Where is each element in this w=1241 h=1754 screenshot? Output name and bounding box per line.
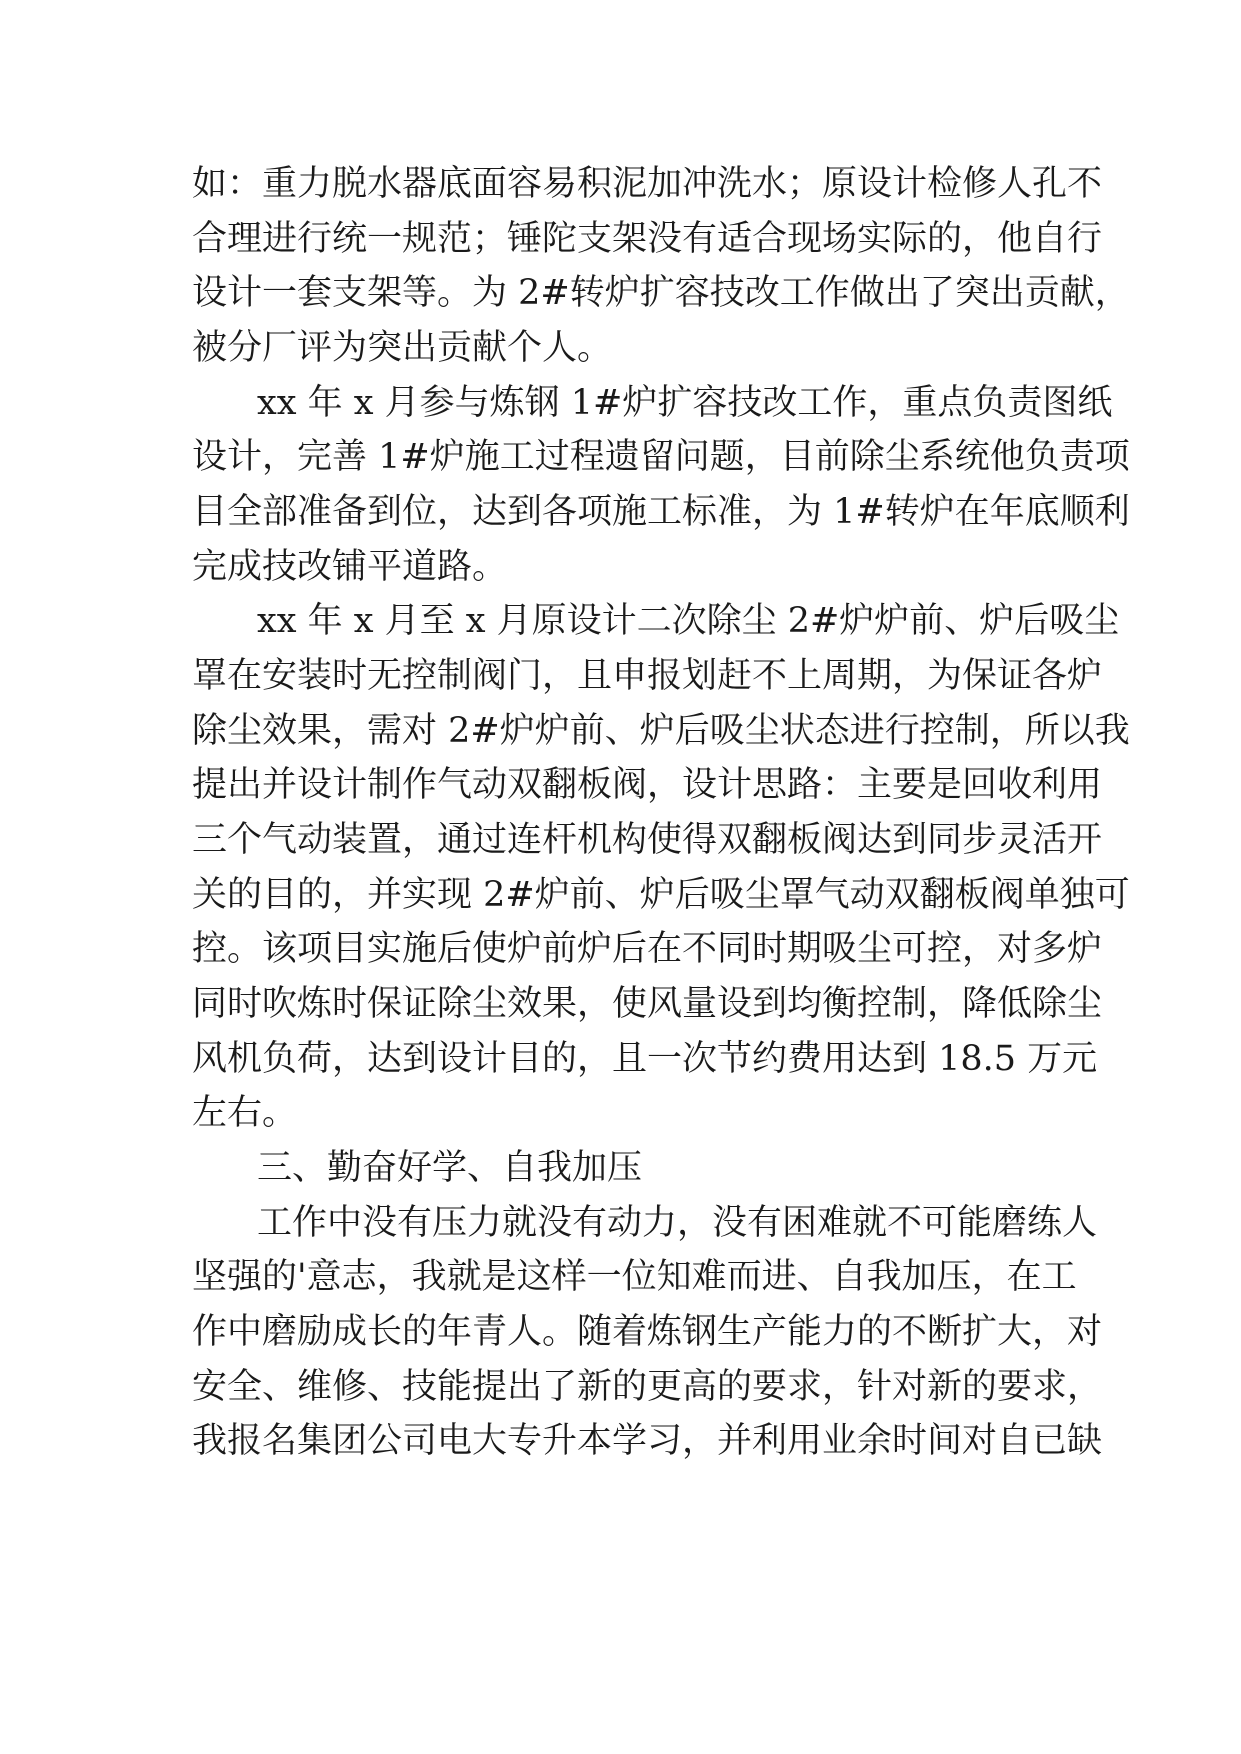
text-line: 同时吹炼时保证除尘效果，使风量设到均衡控制，降低除尘 [192, 984, 1103, 1024]
text-line: 左右。 [192, 1093, 298, 1133]
text-line: 完成技改铺平道路。 [192, 547, 508, 587]
text-line: 关的目的，并实现 2#炉前、炉后吸尘罩气动双翻板阀单独可 [192, 875, 1130, 915]
paragraph-first-line: xx 年 x 月至 x 月原设计二次除尘 2#炉炉前、炉后吸尘 [257, 601, 1120, 641]
text-line: 三个气动装置，通过连杆机构使得双翻板阀达到同步灵活开 [192, 820, 1103, 860]
text-line: 风机负荷，达到设计目的，且一次节约费用达到 18.5 万元 [192, 1039, 1098, 1079]
text-line: 被分厂评为突出贡献个人。 [192, 328, 613, 368]
text-line: 提出并设计制作气动双翻板阀，设计思路：主要是回收利用 [192, 765, 1103, 805]
text-line: 目全部准备到位，达到各项施工标准，为 1#转炉在年底顺利 [192, 492, 1130, 532]
text-line: 作中磨励成长的年青人。随着炼钢生产能力的不断扩大，对 [192, 1312, 1103, 1352]
text-line: 我报名集团公司电大专升本学习，并利用业余时间对自已缺 [192, 1421, 1103, 1461]
section-heading: 三、勤奋好学、自我加压 [257, 1148, 643, 1188]
text-line: 控。该项目实施后使炉前炉后在不同时期吸尘可控，对多炉 [192, 929, 1103, 969]
text-line: 安全、维修、技能提出了新的更高的要求，针对新的要求， [192, 1367, 1103, 1407]
text-line: 设计一套支架等。为 2#转炉扩容技改工作做出了突出贡献， [192, 273, 1130, 313]
text-line: 罩在安装时无控制阀门，且申报划赶不上周期，为保证各炉 [192, 656, 1103, 696]
text-line: 除尘效果，需对 2#炉炉前、炉后吸尘状态进行控制，所以我 [192, 711, 1130, 751]
text-line: 坚强的'意志，我就是这样一位知难而进、自我加压，在工 [192, 1257, 1077, 1297]
text-line: 设计，完善 1#炉施工过程遗留问题，目前除尘系统他负责项 [192, 437, 1130, 477]
paragraph-first-line: 工作中没有压力就没有动力，没有困难就不可能磨练人 [257, 1203, 1098, 1243]
paragraph-first-line: xx 年 x 月参与炼钢 1#炉扩容技改工作，重点负责图纸 [257, 383, 1113, 423]
text-line: 合理进行统一规范；锤陀支架没有适合现场实际的，他自行 [192, 219, 1103, 259]
text-line: 如：重力脱水器底面容易积泥加冲洗水；原设计检修人孔不 [192, 164, 1103, 204]
